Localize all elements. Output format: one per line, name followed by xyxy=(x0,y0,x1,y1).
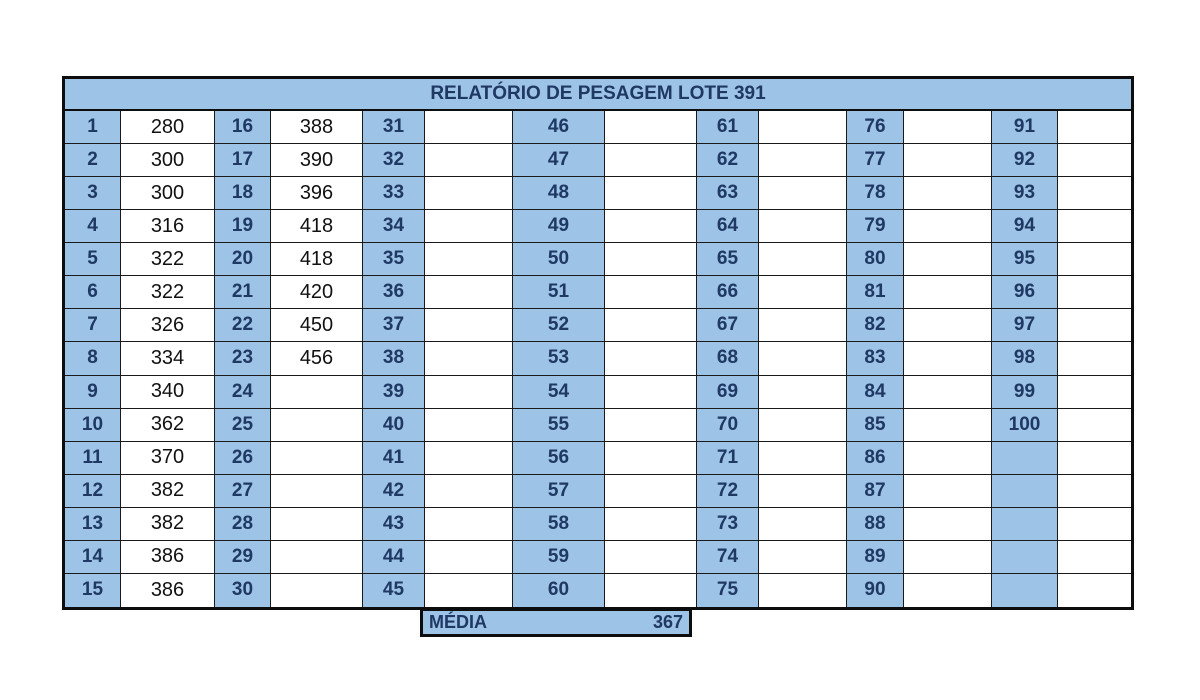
average-value: 367 xyxy=(652,612,683,632)
weight-cell xyxy=(759,177,847,210)
average-label: MÉDIA xyxy=(429,612,487,632)
row-number-cell: 62 xyxy=(697,144,759,177)
row-number-cell: 6 xyxy=(65,276,121,309)
row-number-cell: 32 xyxy=(363,144,425,177)
weight-cell xyxy=(759,376,847,409)
weight-cell: 456 xyxy=(271,342,363,375)
weight-cell xyxy=(605,442,697,475)
weight-cell xyxy=(271,541,363,574)
weight-cell xyxy=(605,508,697,541)
weight-cell: 418 xyxy=(271,243,363,276)
weight-cell xyxy=(425,508,513,541)
weight-cell xyxy=(1058,210,1131,243)
row-number-cell: 37 xyxy=(363,309,425,342)
row-number-cell: 40 xyxy=(363,409,425,442)
row-number-cell: 88 xyxy=(847,508,904,541)
weight-cell xyxy=(271,409,363,442)
weight-cell xyxy=(1058,309,1131,342)
weight-cell xyxy=(1058,276,1131,309)
weight-cell xyxy=(605,309,697,342)
row-number-cell: 83 xyxy=(847,342,904,375)
weight-cell xyxy=(904,177,992,210)
weight-cell xyxy=(904,541,992,574)
row-number-cell: 28 xyxy=(215,508,271,541)
row-number-cell: 59 xyxy=(513,541,605,574)
weight-cell xyxy=(759,111,847,144)
weight-cell xyxy=(425,243,513,276)
row-number-cell xyxy=(992,541,1058,574)
weight-cell xyxy=(1058,541,1131,574)
row-number-cell: 29 xyxy=(215,541,271,574)
weight-cell: 326 xyxy=(121,309,215,342)
row-number-cell: 75 xyxy=(697,574,759,607)
row-number-cell: 36 xyxy=(363,276,425,309)
row-number-cell: 16 xyxy=(215,111,271,144)
row-number-cell: 43 xyxy=(363,508,425,541)
row-number-cell: 85 xyxy=(847,409,904,442)
weight-cell: 382 xyxy=(121,508,215,541)
weight-cell: 390 xyxy=(271,144,363,177)
row-number-cell: 82 xyxy=(847,309,904,342)
weight-cell: 382 xyxy=(121,475,215,508)
weight-cell: 280 xyxy=(121,111,215,144)
weight-cell xyxy=(759,409,847,442)
weight-cell xyxy=(1058,111,1131,144)
row-number-cell: 24 xyxy=(215,376,271,409)
weight-cell xyxy=(904,309,992,342)
weight-cell xyxy=(425,475,513,508)
row-number-cell: 15 xyxy=(65,574,121,607)
row-number-cell: 9 xyxy=(65,376,121,409)
weight-cell xyxy=(605,177,697,210)
row-number-cell: 90 xyxy=(847,574,904,607)
row-number-cell: 46 xyxy=(513,111,605,144)
weight-cell xyxy=(904,508,992,541)
row-number-cell: 71 xyxy=(697,442,759,475)
row-number-cell: 11 xyxy=(65,442,121,475)
row-number-cell: 73 xyxy=(697,508,759,541)
weight-cell xyxy=(425,376,513,409)
weight-cell: 322 xyxy=(121,276,215,309)
row-number-cell: 38 xyxy=(363,342,425,375)
row-number-cell: 84 xyxy=(847,376,904,409)
row-number-cell: 87 xyxy=(847,475,904,508)
weight-cell xyxy=(759,309,847,342)
weight-cell xyxy=(425,144,513,177)
weight-cell xyxy=(759,144,847,177)
weight-cell xyxy=(904,342,992,375)
row-number-cell: 35 xyxy=(363,243,425,276)
row-number-cell: 2 xyxy=(65,144,121,177)
weight-cell xyxy=(271,508,363,541)
row-number-cell: 41 xyxy=(363,442,425,475)
weight-cell xyxy=(425,409,513,442)
weight-cell xyxy=(1058,574,1131,607)
weight-cell: 316 xyxy=(121,210,215,243)
weight-cell xyxy=(425,111,513,144)
weight-cell xyxy=(1058,177,1131,210)
weight-cell: 370 xyxy=(121,442,215,475)
weight-cell xyxy=(759,541,847,574)
row-number-cell: 92 xyxy=(992,144,1058,177)
weight-cell xyxy=(904,243,992,276)
weight-cell xyxy=(904,475,992,508)
weight-cell: 420 xyxy=(271,276,363,309)
weights-grid xyxy=(65,111,1131,607)
average-summary xyxy=(420,608,692,637)
row-number-cell: 80 xyxy=(847,243,904,276)
report-title: RELATÓRIO DE PESAGEM LOTE 391 xyxy=(65,79,1131,111)
row-number-cell: 95 xyxy=(992,243,1058,276)
row-number-cell: 69 xyxy=(697,376,759,409)
weight-cell: 418 xyxy=(271,210,363,243)
weight-cell xyxy=(605,342,697,375)
row-number-cell: 81 xyxy=(847,276,904,309)
weight-cell xyxy=(904,409,992,442)
weight-cell xyxy=(605,541,697,574)
weight-cell xyxy=(759,243,847,276)
row-number-cell: 98 xyxy=(992,342,1058,375)
weight-cell xyxy=(271,442,363,475)
row-number-cell: 26 xyxy=(215,442,271,475)
row-number-cell: 79 xyxy=(847,210,904,243)
row-number-cell: 72 xyxy=(697,475,759,508)
row-number-cell: 39 xyxy=(363,376,425,409)
weight-cell xyxy=(904,210,992,243)
row-number-cell: 65 xyxy=(697,243,759,276)
weight-cell xyxy=(904,574,992,607)
row-number-cell: 3 xyxy=(65,177,121,210)
weight-cell xyxy=(425,210,513,243)
row-number-cell: 48 xyxy=(513,177,605,210)
weight-cell xyxy=(904,376,992,409)
row-number-cell: 66 xyxy=(697,276,759,309)
weight-cell: 450 xyxy=(271,309,363,342)
weight-cell xyxy=(425,342,513,375)
row-number-cell: 77 xyxy=(847,144,904,177)
row-number-cell: 100 xyxy=(992,409,1058,442)
row-number-cell: 67 xyxy=(697,309,759,342)
weight-cell xyxy=(759,574,847,607)
weight-cell xyxy=(605,574,697,607)
row-number-cell: 51 xyxy=(513,276,605,309)
row-number-cell: 12 xyxy=(65,475,121,508)
weight-cell xyxy=(605,210,697,243)
weight-cell: 388 xyxy=(271,111,363,144)
row-number-cell: 99 xyxy=(992,376,1058,409)
row-number-cell: 30 xyxy=(215,574,271,607)
weight-cell xyxy=(425,309,513,342)
row-number-cell: 31 xyxy=(363,111,425,144)
weight-cell xyxy=(759,342,847,375)
weight-cell xyxy=(1058,243,1131,276)
row-number-cell: 50 xyxy=(513,243,605,276)
row-number-cell: 13 xyxy=(65,508,121,541)
weight-cell xyxy=(759,442,847,475)
weight-cell xyxy=(1058,409,1131,442)
row-number-cell: 21 xyxy=(215,276,271,309)
row-number-cell: 91 xyxy=(992,111,1058,144)
weight-cell xyxy=(759,276,847,309)
row-number-cell: 49 xyxy=(513,210,605,243)
row-number-cell: 63 xyxy=(697,177,759,210)
row-number-cell: 61 xyxy=(697,111,759,144)
row-number-cell: 33 xyxy=(363,177,425,210)
row-number-cell: 93 xyxy=(992,177,1058,210)
row-number-cell: 78 xyxy=(847,177,904,210)
weight-cell: 386 xyxy=(121,574,215,607)
row-number-cell: 68 xyxy=(697,342,759,375)
row-number-cell: 58 xyxy=(513,508,605,541)
weight-cell xyxy=(425,442,513,475)
row-number-cell: 23 xyxy=(215,342,271,375)
weight-cell: 334 xyxy=(121,342,215,375)
row-number-cell: 4 xyxy=(65,210,121,243)
row-number-cell: 64 xyxy=(697,210,759,243)
row-number-cell: 22 xyxy=(215,309,271,342)
weight-cell xyxy=(271,475,363,508)
row-number-cell: 55 xyxy=(513,409,605,442)
weight-cell xyxy=(605,475,697,508)
row-number-cell: 96 xyxy=(992,276,1058,309)
weight-cell xyxy=(605,276,697,309)
row-number-cell: 86 xyxy=(847,442,904,475)
weight-cell xyxy=(904,276,992,309)
weight-cell xyxy=(904,111,992,144)
row-number-cell: 47 xyxy=(513,144,605,177)
row-number-cell: 1 xyxy=(65,111,121,144)
row-number-cell: 14 xyxy=(65,541,121,574)
weight-cell xyxy=(425,574,513,607)
row-number-cell: 74 xyxy=(697,541,759,574)
weight-cell: 340 xyxy=(121,376,215,409)
row-number-cell: 76 xyxy=(847,111,904,144)
weight-cell xyxy=(425,276,513,309)
row-number-cell: 20 xyxy=(215,243,271,276)
weight-cell xyxy=(759,475,847,508)
weight-cell xyxy=(904,442,992,475)
weight-cell xyxy=(425,541,513,574)
row-number-cell: 42 xyxy=(363,475,425,508)
row-number-cell: 60 xyxy=(513,574,605,607)
weight-cell xyxy=(1058,144,1131,177)
weight-cell: 300 xyxy=(121,144,215,177)
row-number-cell: 5 xyxy=(65,243,121,276)
weight-cell xyxy=(759,508,847,541)
row-number-cell: 44 xyxy=(363,541,425,574)
weight-cell: 362 xyxy=(121,409,215,442)
row-number-cell: 54 xyxy=(513,376,605,409)
row-number-cell: 34 xyxy=(363,210,425,243)
row-number-cell: 17 xyxy=(215,144,271,177)
weight-cell xyxy=(605,409,697,442)
weight-cell xyxy=(1058,376,1131,409)
row-number-cell: 70 xyxy=(697,409,759,442)
weight-cell: 322 xyxy=(121,243,215,276)
weight-cell: 396 xyxy=(271,177,363,210)
weighing-report-table xyxy=(62,76,1134,610)
weight-cell xyxy=(271,574,363,607)
row-number-cell: 53 xyxy=(513,342,605,375)
row-number-cell: 8 xyxy=(65,342,121,375)
weight-cell xyxy=(605,376,697,409)
weight-cell: 386 xyxy=(121,541,215,574)
weight-cell xyxy=(605,243,697,276)
weight-cell xyxy=(1058,442,1131,475)
weight-cell xyxy=(605,111,697,144)
weight-cell xyxy=(605,144,697,177)
row-number-cell: 25 xyxy=(215,409,271,442)
row-number-cell: 45 xyxy=(363,574,425,607)
weight-cell xyxy=(425,177,513,210)
row-number-cell: 94 xyxy=(992,210,1058,243)
row-number-cell xyxy=(992,508,1058,541)
weight-cell xyxy=(1058,508,1131,541)
weight-cell xyxy=(271,376,363,409)
weight-cell xyxy=(1058,475,1131,508)
row-number-cell xyxy=(992,574,1058,607)
row-number-cell xyxy=(992,475,1058,508)
row-number-cell: 89 xyxy=(847,541,904,574)
row-number-cell: 18 xyxy=(215,177,271,210)
weight-cell xyxy=(759,210,847,243)
weight-cell: 300 xyxy=(121,177,215,210)
row-number-cell: 97 xyxy=(992,309,1058,342)
row-number-cell: 7 xyxy=(65,309,121,342)
weight-cell xyxy=(904,144,992,177)
weight-cell xyxy=(1058,342,1131,375)
row-number-cell: 52 xyxy=(513,309,605,342)
row-number-cell: 19 xyxy=(215,210,271,243)
row-number-cell: 56 xyxy=(513,442,605,475)
row-number-cell: 27 xyxy=(215,475,271,508)
row-number-cell: 10 xyxy=(65,409,121,442)
row-number-cell: 57 xyxy=(513,475,605,508)
row-number-cell xyxy=(992,442,1058,475)
